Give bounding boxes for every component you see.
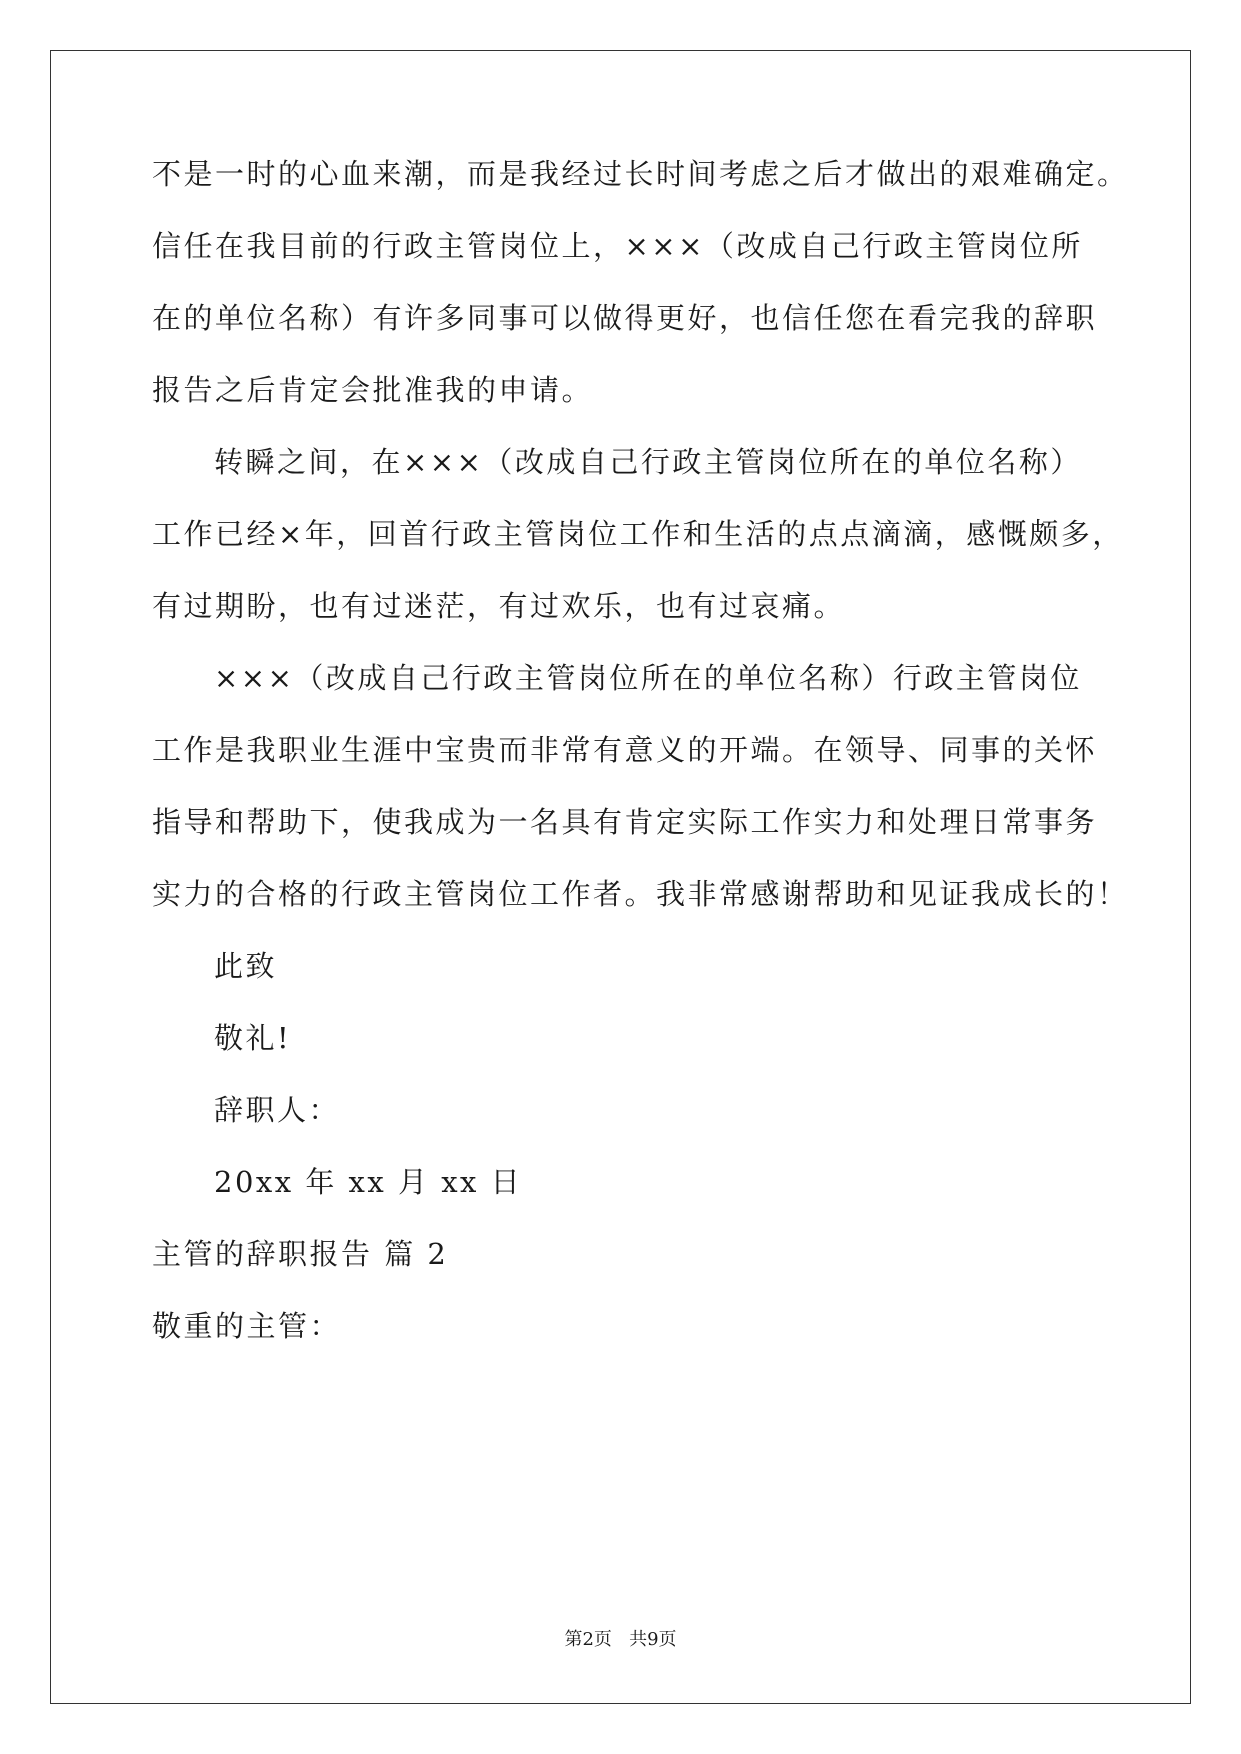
body-line-5: 转瞬之间，在×××（改成自己行政主管岗位所在的单位名称） [214,445,1082,479]
body-line-3: 在的单位名称）有许多同事可以做得更好，也信任您在看完我的辞职 [152,301,1098,335]
body-line-8: ×××（改成自己行政主管岗位所在的单位名称）行政主管岗位 [214,661,1082,695]
closing-regards: 敬礼! [214,1021,292,1055]
section-heading: 主管的辞职报告 篇 2 [152,1237,449,1271]
closing-salutation: 此致 [214,949,278,983]
page-number-footer: 第2页 共9页 [564,1629,677,1650]
body-line-10: 指导和帮助下，使我成为一名具有肯定实际工作实力和处理日常事务 [152,805,1098,839]
body-line-1: 不是一时的心血来潮，而是我经过长时间考虑之后才做出的艰难确定。 [152,157,1129,191]
date-line: 20xx 年 xx 月 xx 日 [214,1165,523,1199]
signature-label: 辞职人： [214,1093,341,1127]
body-line-11: 实力的合格的行政主管岗位工作者。我非常感谢帮助和见证我成长的！ [152,877,1129,911]
body-line-6: 工作已经×年，回首行政主管岗位工作和生活的点点滴滴，感慨颇多， [152,517,1124,551]
body-line-9: 工作是我职业生涯中宝贵而非常有意义的开端。在领导、同事的关怀 [152,733,1098,767]
body-line-7: 有过期盼，也有过迷茫，有过欢乐，也有过哀痛。 [152,589,846,623]
body-line-2: 信任在我目前的行政主管岗位上，×××（改成自己行政主管岗位所 [152,229,1083,263]
body-line-4: 报告之后肯定会批准我的申请。 [152,373,594,407]
greeting-line: 敬重的主管： [152,1309,342,1343]
